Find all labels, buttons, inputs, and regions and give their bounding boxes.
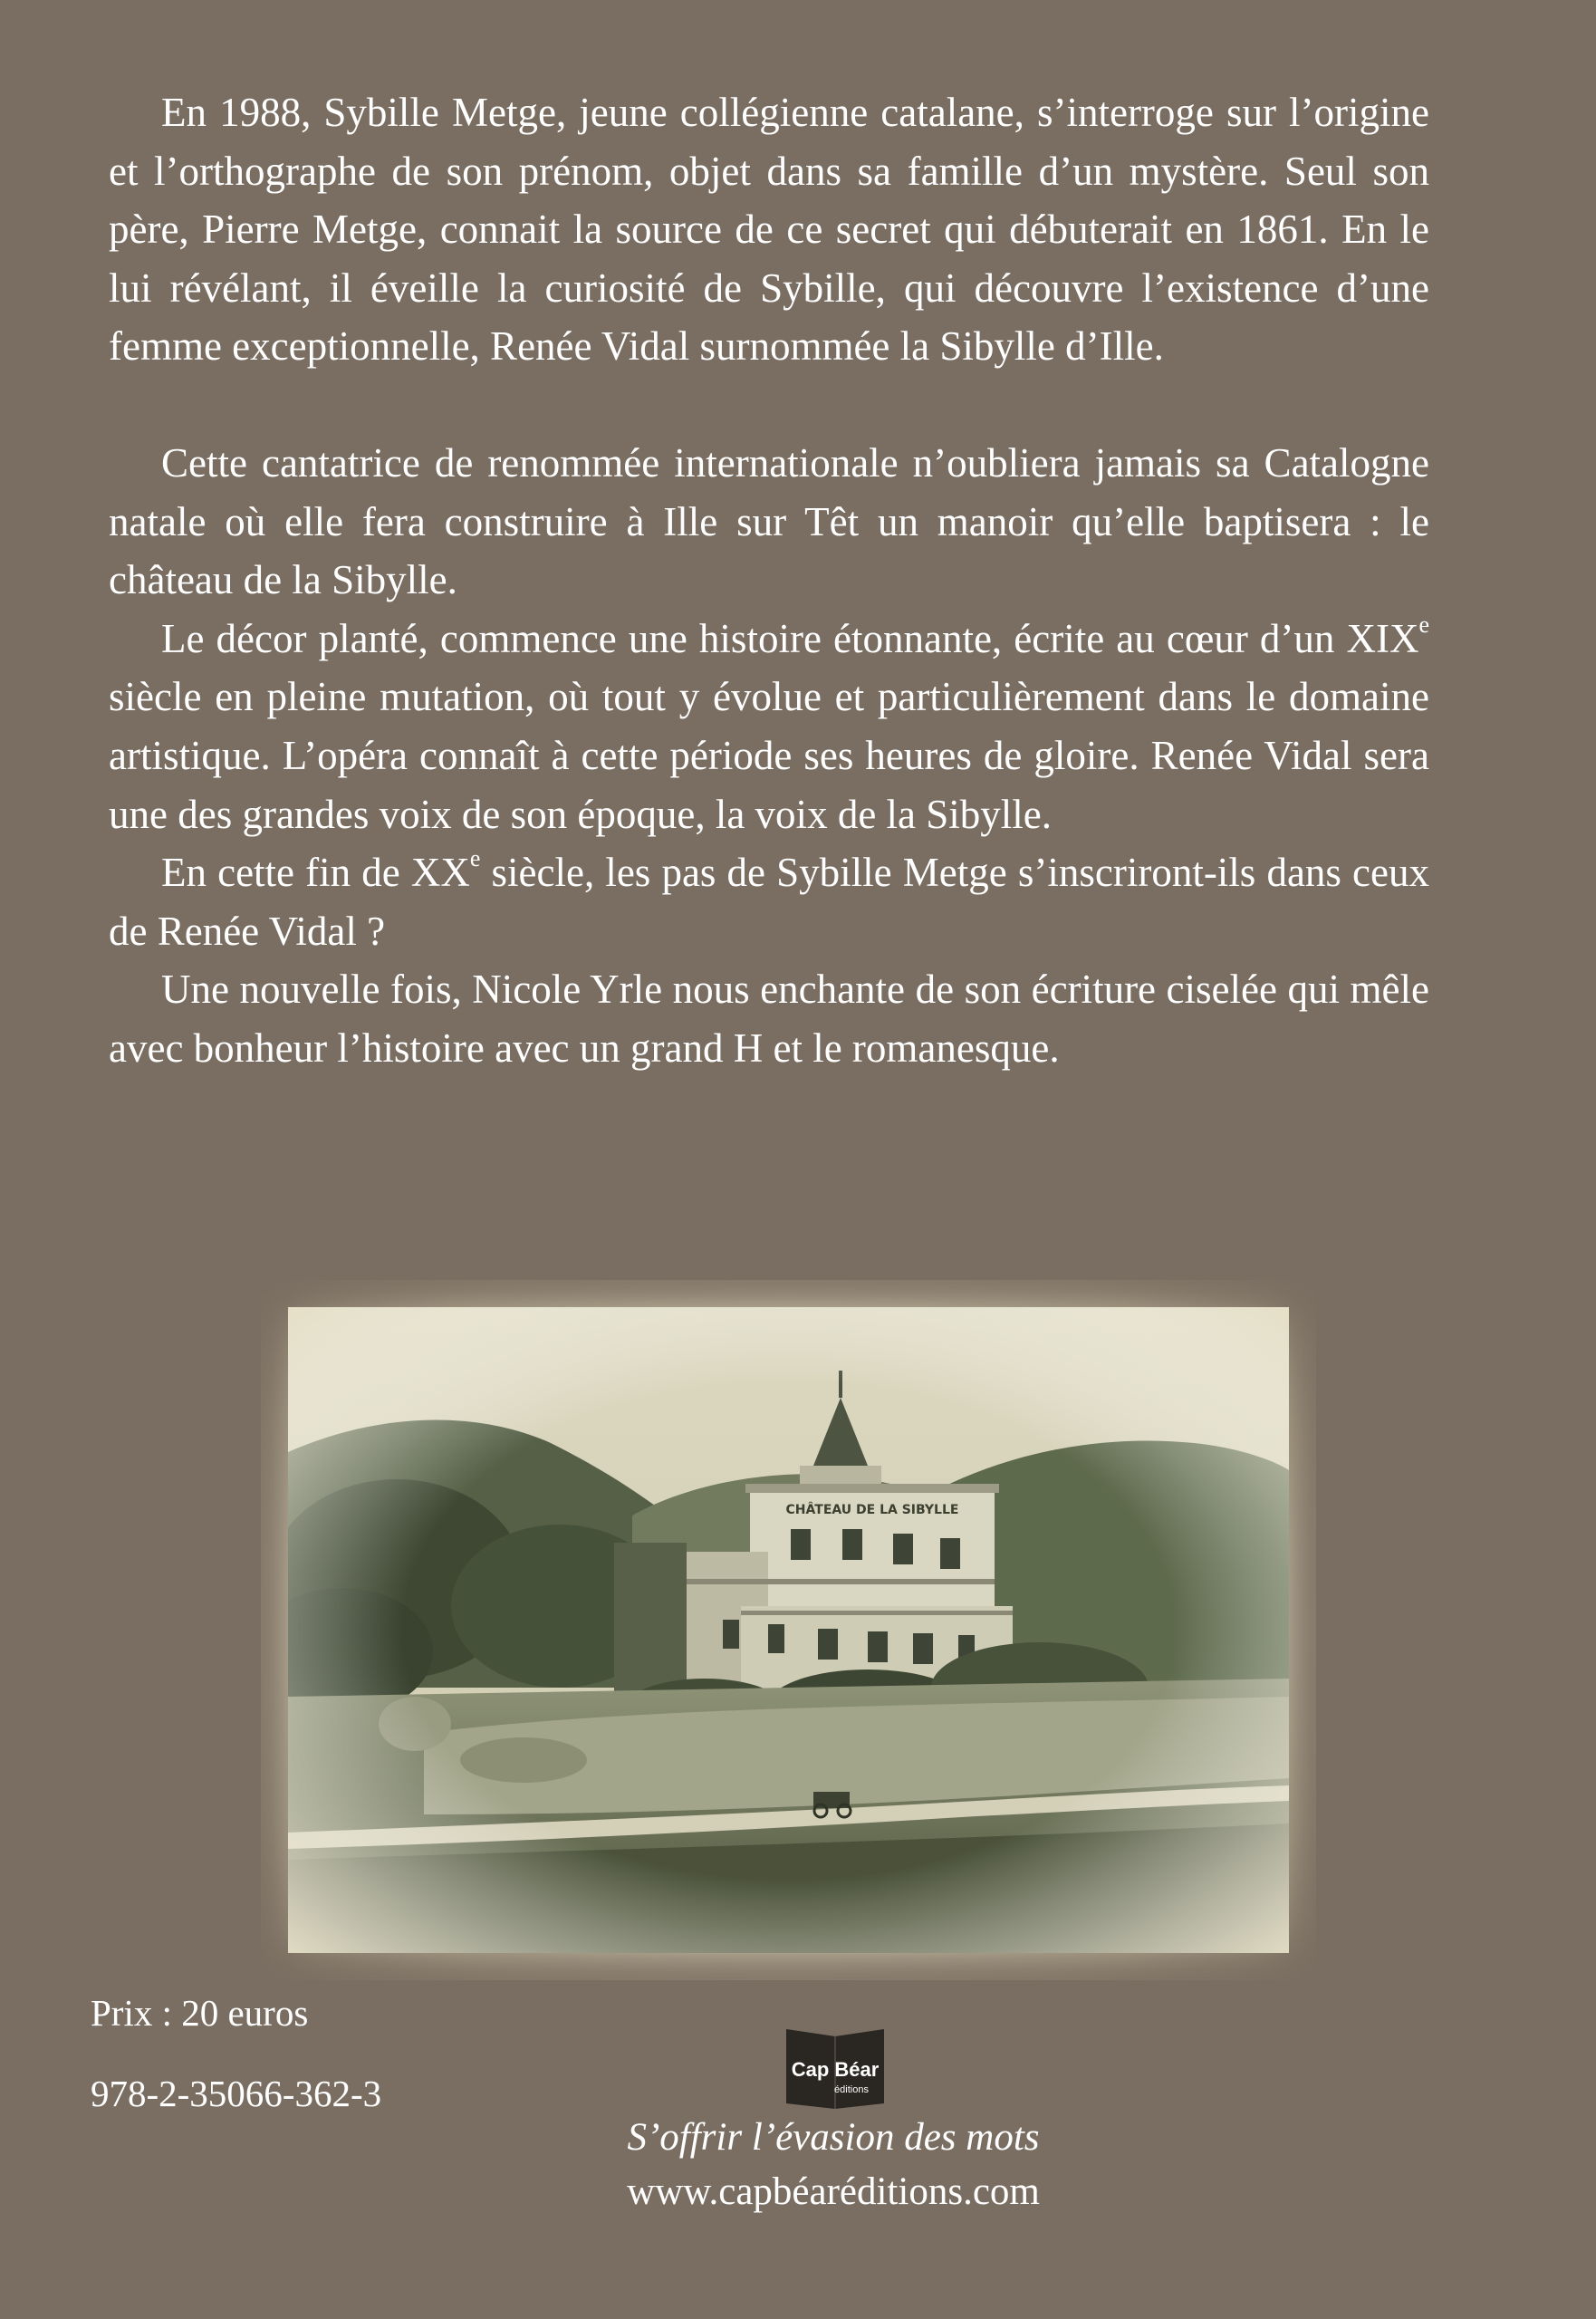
logo-text: Cap Béar: [791, 2058, 880, 2081]
photo-vignette: [288, 1307, 1289, 1953]
back-cover-blurb: [109, 83, 1429, 1078]
century-superscript: e: [469, 845, 481, 872]
blurb-paragraph-4-end: siècle, les pas de Sybille Metge s’inscriront-ils dans ceux de Renée Vidal ?: [109, 850, 1429, 954]
blurb-paragraph-5: Une nouvelle fois, Nicole Yrle nous enchante de son écriture ciselée qui mêle avec bonheur l’histoire avec un grand H et le romanesque.: [109, 967, 1429, 1071]
chateau-photo: [288, 1307, 1289, 1953]
logo-subtext: éditions: [834, 2084, 869, 2095]
paragraph-spacer: [109, 376, 1429, 434]
publisher-tagline: S’offrir l’évasion des mots: [627, 2116, 1040, 2159]
blurb-paragraph-3: [109, 610, 1429, 843]
publisher-logo: [781, 2020, 889, 2111]
chateau-photo-frame: [261, 1280, 1316, 1980]
price-label: Prix : 20 euros: [91, 1992, 309, 2034]
century-superscript: e: [1418, 611, 1429, 638]
blurb-paragraph-1: En 1988, Sybille Metge, jeune collégienne catalane, s’interroge sur l’origine et l’orthographe de son prénom, objet dans sa famille d’un mystère. Seul son père, Pierre Metge, connait la source de ce secret qui débuterait en 1861. En le lui révélant, il éveille la curiosité de Sybille, qui découvre l’existence d’une femme exceptionnelle, Renée Vidal surnommée la Sibylle d’Ille.: [109, 90, 1429, 370]
blurb-paragraph-4: [109, 843, 1429, 960]
blurb-paragraph-3-end: siècle en pleine mutation, où tout y évolue et particulièrement dans le domaine artistique. L’opéra connaît à cette période ses heures de gloire. Renée Vidal sera une des grandes voix de son époque, la voix de la Sibylle.: [109, 674, 1429, 837]
blurb-paragraph-3-start: Le décor planté, commence une histoire étonnante, écrite au cœur d’un XIX: [161, 615, 1419, 661]
book-logo-icon: [781, 2020, 889, 2111]
publisher-website[interactable]: www.capbéaréditions.com: [627, 2170, 1040, 2213]
blurb-paragraph-4-start: En cette fin de XX: [161, 850, 470, 896]
isbn-label: 978-2-35066-362-3: [91, 2073, 382, 2114]
blurb-paragraph-2: Cette cantatrice de renommée internationale n’oubliera jamais sa Catalogne natale où elle fera construire à Ille sur Têt un manoir qu’elle baptisera : le château de la Sibylle.: [109, 439, 1429, 603]
